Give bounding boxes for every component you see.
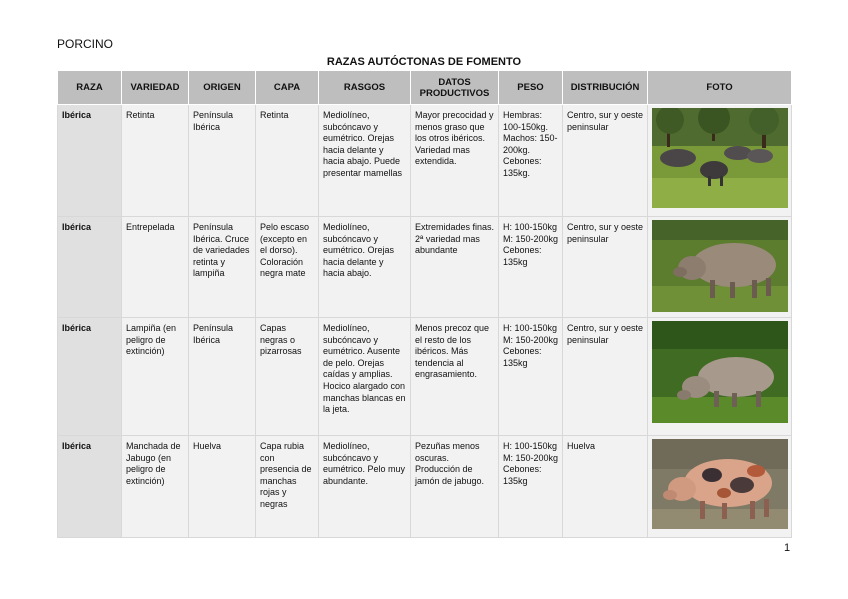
cell-rasgos: Mediolíneo, subcóncavo y eumétrico. Ausente de pelo. Orejas caídas y amplias. Hocico alargado con manchas blancas en la jeta. bbox=[319, 318, 411, 436]
table-row bbox=[58, 217, 792, 318]
cell-rasgos: Mediolíneo, subcóncavo y eumétrico. Pelo muy abundante. bbox=[319, 436, 411, 538]
cell-variedad: Lampiña (en peligro de extinción) bbox=[122, 318, 189, 436]
cell-peso: H: 100-150kg M: 150-200kg Cebones: 135kg bbox=[499, 217, 563, 318]
pig-lampina-photo bbox=[652, 321, 788, 423]
col-raza: RAZA bbox=[58, 71, 122, 105]
section-title: PORCINO bbox=[57, 37, 114, 51]
breeds-table bbox=[57, 70, 792, 538]
cell-datos: Pezuñas menos oscuras. Producción de jamón de jabugo. bbox=[411, 436, 499, 538]
cell-datos: Extremidades finas. 2ª variedad mas abundante bbox=[411, 217, 499, 318]
col-origen: ORIGEN bbox=[189, 71, 256, 105]
cell-raza: Ibérica bbox=[58, 318, 122, 436]
cell-peso: H: 100-150kg M: 150-200kg Cebones: 135kg bbox=[499, 436, 563, 538]
table-row bbox=[58, 318, 792, 436]
pig-entrepelada-photo bbox=[652, 220, 788, 312]
page-number: 1 bbox=[784, 542, 791, 554]
cell-origen: Huelva bbox=[189, 436, 256, 538]
cell-origen: Península Ibérica bbox=[189, 318, 256, 436]
cell-peso: Hembras: 100-150kg. Machos: 150-200kg. Cebones: 135kg. bbox=[499, 105, 563, 217]
header-row bbox=[58, 71, 792, 105]
cell-raza: Ibérica bbox=[58, 436, 122, 538]
table-row bbox=[58, 105, 792, 217]
cell-capa: Capa rubia con presencia de manchas rojas y negras bbox=[256, 436, 319, 538]
table-row bbox=[58, 436, 792, 538]
cell-foto bbox=[648, 318, 792, 436]
table-title: RAZAS AUTÓCTONAS DE FOMENTO bbox=[326, 56, 522, 68]
cell-datos: Mayor precocidad y menos graso que los otros ibéricos. Variedad mas extendida. bbox=[411, 105, 499, 217]
cell-raza: Ibérica bbox=[58, 105, 122, 217]
col-rasgos: RASGOS bbox=[319, 71, 411, 105]
cell-origen: Península Ibérica bbox=[189, 105, 256, 217]
col-distribucion: DISTRIBUCIÓN bbox=[563, 71, 648, 105]
cell-distribucion: Centro, sur y oeste peninsular bbox=[563, 217, 648, 318]
pig-retinta-photo bbox=[652, 108, 788, 208]
col-datos-productivos: DATOS PRODUCTIVOS bbox=[411, 71, 499, 105]
cell-capa: Retinta bbox=[256, 105, 319, 217]
cell-distribucion: Centro, sur y oeste peninsular bbox=[563, 105, 648, 217]
cell-foto bbox=[648, 436, 792, 538]
cell-variedad: Manchada de Jabugo (en peligro de extinción) bbox=[122, 436, 189, 538]
cell-distribucion: Huelva bbox=[563, 436, 648, 538]
cell-capa: Capas negras o pizarrosas bbox=[256, 318, 319, 436]
cell-raza: Ibérica bbox=[58, 217, 122, 318]
cell-peso: H: 100-150kg M: 150-200kg Cebones: 135kg bbox=[499, 318, 563, 436]
cell-capa: Pelo escaso (excepto en el dorso). Coloración negra mate bbox=[256, 217, 319, 318]
cell-foto bbox=[648, 217, 792, 318]
col-foto: FOTO bbox=[648, 71, 792, 105]
cell-variedad: Entrepelada bbox=[122, 217, 189, 318]
cell-datos: Menos precoz que el resto de los ibéricos. Más tendencia al engrasamiento. bbox=[411, 318, 499, 436]
cell-variedad: Retinta bbox=[122, 105, 189, 217]
col-variedad: VARIEDAD bbox=[122, 71, 189, 105]
pig-manchada-photo bbox=[652, 439, 788, 529]
col-capa: CAPA bbox=[256, 71, 319, 105]
cell-rasgos: Mediolíneo, subcóncavo y eumétrico. Orejas hacia delante y hacia abajo. bbox=[319, 217, 411, 318]
col-peso: PESO bbox=[499, 71, 563, 105]
cell-foto bbox=[648, 105, 792, 217]
cell-origen: Península Ibérica. Cruce de variedades retinta y lampiña bbox=[189, 217, 256, 318]
cell-distribucion: Centro, sur y oeste peninsular bbox=[563, 318, 648, 436]
cell-rasgos: Mediolíneo, subcóncavo y eumétrico. Orejas hacia delante y hacia abajo. Puede presentar mamellas bbox=[319, 105, 411, 217]
